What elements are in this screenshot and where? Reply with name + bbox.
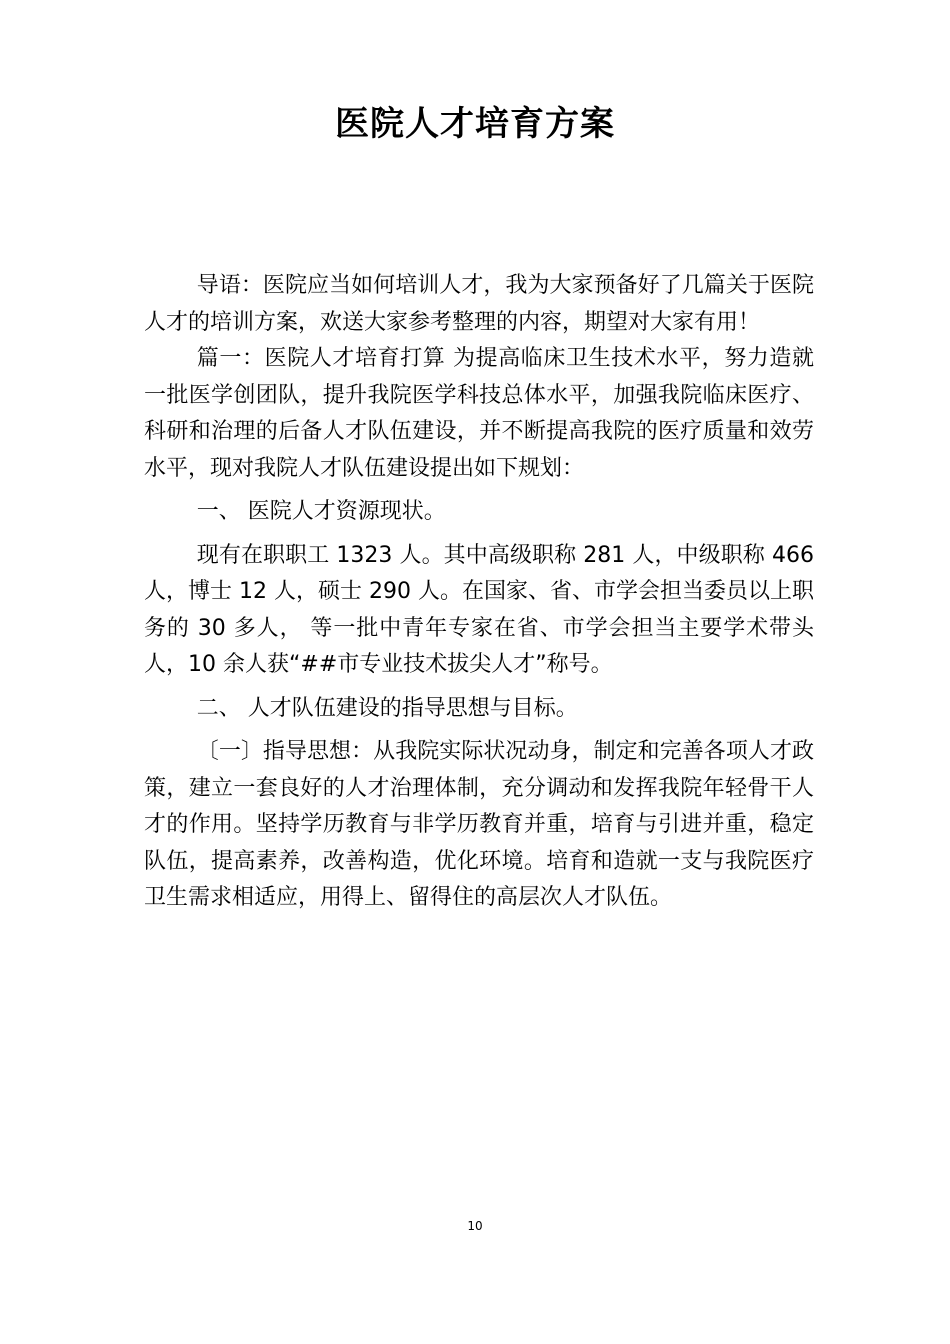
staff-status-paragraph: 现有在职职工 1323 人。其中高级职称 281 人，中级职称 466 人，博士 12 人，硕士 290 人。在国家、省、市学会担当委员以上职务的 30 多人， 等一批中青年专家在省、市学会担当主要学术带头人，10 余人获“##市专业技术拔尖人才”称号。 [144, 542, 814, 677]
intro-paragraph: 导语：医院应当如何培训人才，我为大家预备好了几篇关于医院人才的培训方案，欢送大家参考整理的内容，期望对大家有用！ [144, 273, 814, 335]
document-body [144, 268, 814, 917]
document-title: 医院人才培育方案 [335, 104, 615, 144]
article-one-paragraph: 篇一：医院人才培育打算 为提高临床卫生技术水平，努力造就一批医学创团队，提升我院医学科技总体水平，加强我院临床医疗、科研和治理的后备人才队伍建设，并不断提高我院的医疗质量和效劳水平，现对我院人才队伍建设提出如下规划： [144, 346, 814, 481]
guiding-thought-paragraph: 〔一〕指导思想：从我院实际状况动身，制定和完善各项人才政策，建立一套良好的人才治理体制，充分调动和发挥我院年轻骨干人才的作用。坚持学历教育与非学历教育并重，培育与引进并重，稳定队伍，提高素养，改善构造，优化环境。培育和造就一支与我院医疗卫生需求相适应，用得上、留得住的高层次人才队伍。 [144, 739, 814, 910]
section-one-heading: 一、 医院人才资源现状。 [196, 499, 446, 524]
section-two-heading: 二、 人才队伍建设的指导思想与目标。 [196, 695, 578, 721]
page-number: 10 [467, 1219, 483, 1233]
